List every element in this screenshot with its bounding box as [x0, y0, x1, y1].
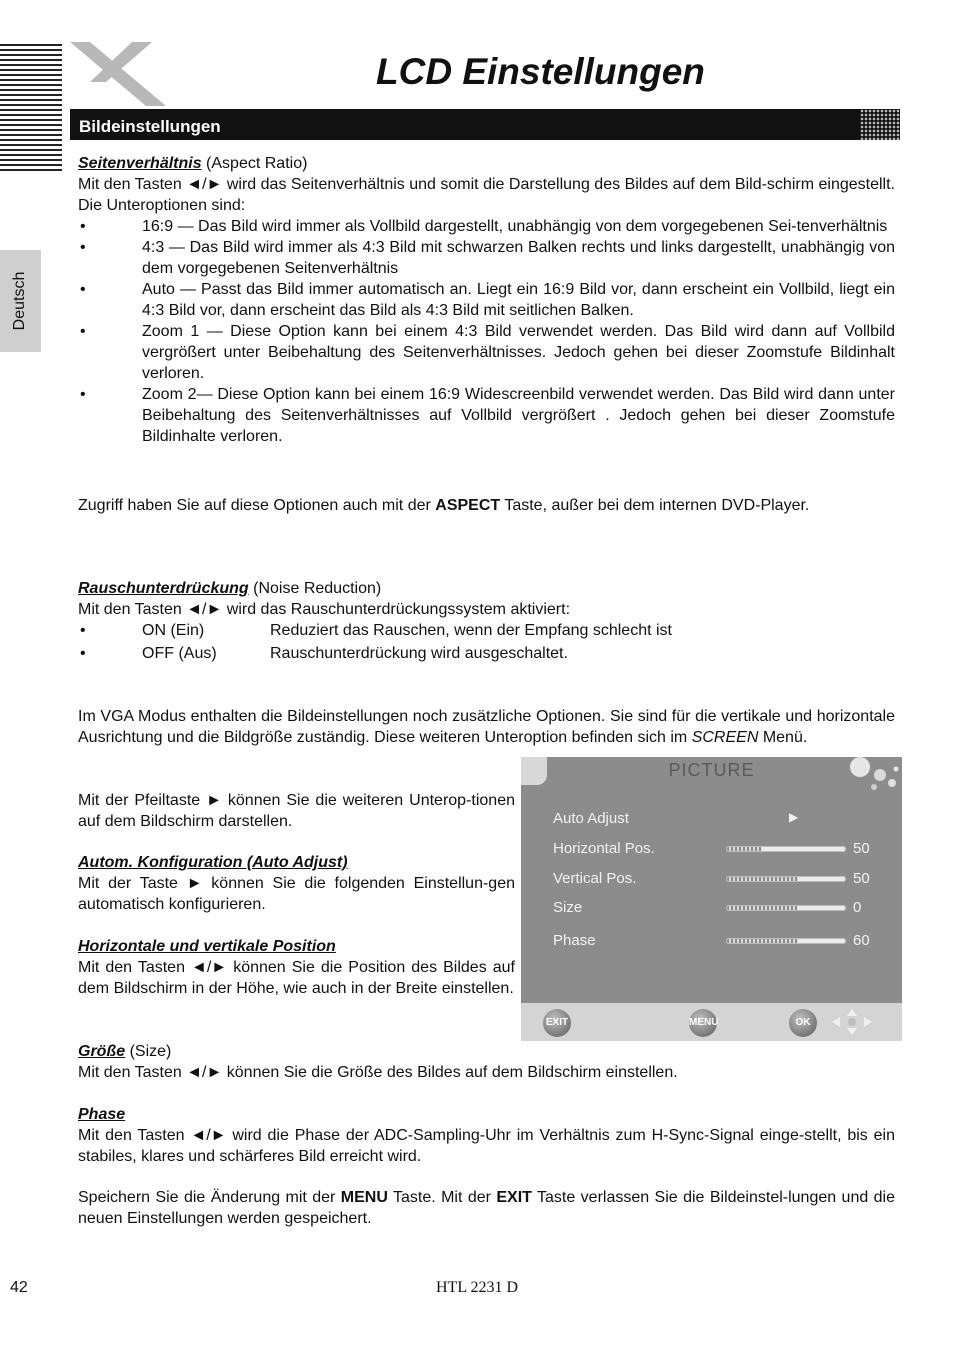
- osd-exit-button: EXIT: [543, 1009, 571, 1037]
- osd-title: PICTURE: [668, 760, 755, 780]
- size-heading: Größe: [78, 1043, 126, 1060]
- osd-row-phase: [553, 930, 873, 952]
- noise-intro: Mit den Tasten ◄/► wird das Rauschunterdrückungssystem aktiviert:: [78, 601, 571, 618]
- osd-menu-button: MENU: [689, 1009, 717, 1037]
- aspect-intro: Mit den Tasten ◄/► wird das Seitenverhältnis und somit die Darstellung des Bildes auf dem Bild-schirm eingestellt. Die Unteroptionen sind:: [78, 176, 895, 214]
- aspect-bullet: • 4:3 — Das Bild wird immer als 4:3 Bild mit schwarzen Balken rechts und links dargestellt, unabhängig von dem vorgegebenen Seitenverhältnis: [80, 239, 895, 277]
- page-number: 42: [10, 1279, 28, 1296]
- brand-x-logo: [66, 40, 170, 110]
- page-title: LCD Einstellungen: [376, 51, 705, 92]
- position-heading: Horizontale und vertikale Position: [78, 938, 336, 955]
- language-tab: [0, 250, 41, 352]
- noise-heading-line: [78, 578, 895, 599]
- osd-slider-fill: [727, 939, 798, 943]
- osd-slider-track: [726, 876, 846, 882]
- osd-button-bar: [521, 1003, 902, 1041]
- osd-slider-fill: [727, 847, 762, 851]
- aspect-bullet-text: Zoom 1 — Diese Option kann bei einem 4:3 Bild verwendet werden. Das Bild wird dann auf Vollbild vergrößert unter Beibehaltung des Seitenverhältnisses. Jedoch gehen bei dieser Zoomstufe Bildinhalt verloren.: [142, 323, 895, 382]
- noise-desc: Reduziert das Rauschen, wenn der Empfang schlecht ist: [270, 622, 672, 639]
- vga-intro: Im VGA Modus enthalten die Bildeinstellungen noch zusätzliche Optionen. Sie sind für die vertikale und horizontale Ausrichtung und die Bildgröße zuständig. Diese weiteren Unteroption befinden sich im SCREEN Menü.: [78, 708, 895, 746]
- vga-left-column: [78, 790, 515, 999]
- osd-row-vertical-pos: [553, 868, 873, 890]
- osd-nav-arrows-icon: [826, 1007, 878, 1037]
- osd-slider-track: [726, 846, 846, 852]
- osd-slider-fill: [727, 877, 798, 881]
- size-heading-suffix: (Size): [125, 1043, 172, 1060]
- vga-arrow-text: Mit der Pfeiltaste ► können Sie die weiteren Unterop-tionen auf dem Bildschirm darstellen.: [78, 792, 515, 830]
- osd-value: 0: [853, 899, 862, 916]
- osd-value: 50: [853, 870, 870, 887]
- save-text: Speichern Sie die Änderung mit der MENU Taste. Mit der EXIT Taste verlassen Sie die Bildeinstel-lungen und die neuen Einstellungen werden gespeichert.: [78, 1189, 895, 1227]
- aspect-bullet-text: 16:9 — Das Bild wird immer als Vollbild dargestellt, unabhängig von dem vorgegebenen Sei-tenverhältnis: [142, 218, 888, 235]
- aspect-bullet: • Auto — Passt das Bild immer automatisch an. Liegt ein 16:9 Bild vor, dann erscheint ein Vollbild, liegt ein 4:3 Bild vor, dann erscheint das Bild als 4:3 Bild mit seitlichen Balken.: [80, 281, 895, 319]
- noise-option: ON (Ein): [142, 622, 205, 639]
- aspect-heading-line: [78, 153, 895, 174]
- osd-row-auto-adjust: [553, 808, 873, 830]
- auto-adjust-text: Mit der Taste ► können Sie die folgenden Einstellun-gen automatisch konfigurieren.: [78, 875, 515, 913]
- noise-row-off: • OFF (Aus) Rauschunterdrückung wird ausgeschaltet.: [80, 645, 568, 662]
- aspect-bullet-text: Auto — Passt das Bild immer automatisch an. Liegt ein 16:9 Bild vor, dann erscheint ein Vollbild, liegt ein 4:3 Bild vor, dann erscheint das Bild als 4:3 Bild mit seitlichen Balken.: [142, 281, 895, 319]
- model-name: HTL 2231 D: [436, 1279, 519, 1296]
- noise-heading-suffix: (Noise Reduction): [248, 580, 382, 597]
- aspect-bullet-text: Zoom 2— Diese Option kann bei einem 16:9 Widescreenbild verwendet werden. Das Bild wird dann unter Beibehaltung des Seitenverhältnisses auf Vollbild vergrößert . Jedoch gehen bei dieser Zoomstufe Bildinhalte verloren.: [142, 386, 895, 445]
- size-heading-line: [78, 1041, 895, 1062]
- osd-label: Auto Adjust: [553, 810, 629, 827]
- osd-label: Vertical Pos.: [553, 870, 637, 887]
- section-title: Bildeinstellungen: [79, 117, 221, 136]
- size-section: [78, 1041, 895, 1083]
- header-stripes: [0, 44, 62, 174]
- osd-label: Horizontal Pos.: [553, 840, 655, 857]
- position-text: Mit den Tasten ◄/► können Sie die Position des Bildes auf dem Bildschirm in der Höhe, wie auch in der Breite einstellen.: [78, 959, 515, 997]
- auto-adjust-heading: Autom. Konfiguration (Auto Adjust): [78, 854, 348, 871]
- phase-heading: Phase: [78, 1106, 126, 1123]
- osd-label: Size: [553, 899, 583, 916]
- osd-slider-track: [726, 938, 846, 944]
- menu-key: MENU: [340, 1189, 388, 1206]
- aspect-heading-suffix: (Aspect Ratio): [201, 155, 308, 172]
- section-bar-dots: [860, 109, 900, 140]
- aspect-section: [78, 153, 895, 447]
- language-tab-label: Deutsch: [11, 271, 28, 331]
- osd-slider-fill: [727, 906, 798, 910]
- aspect-key: ASPECT: [435, 497, 501, 514]
- osd-ok-button: OK: [789, 1009, 817, 1037]
- arrow-right-icon: ▶: [789, 810, 799, 824]
- osd-row-horizontal-pos: [553, 838, 873, 860]
- exit-key: EXIT: [496, 1189, 532, 1206]
- aspect-access-text: Zugriff haben Sie auf diese Optionen auch mit der ASPECT Taste, außer bei dem internen DVD-Player.: [78, 497, 810, 514]
- noise-section: [78, 578, 895, 666]
- aspect-bullet-text: 4:3 — Das Bild wird immer als 4:3 Bild mit schwarzen Balken rechts und links dargestellt, unabhängig von dem vorgegebenen Seitenverhältnis: [142, 239, 895, 277]
- aspect-heading: Seitenverhältnis: [78, 155, 202, 172]
- osd-row-size: [553, 897, 873, 919]
- osd-label: Phase: [553, 932, 596, 949]
- osd-value: 50: [853, 840, 870, 857]
- noise-option: OFF (Aus): [142, 645, 217, 662]
- aspect-bullet: • 16:9 — Das Bild wird immer als Vollbild dargestellt, unabhängig von dem vorgegebenen Sei-tenverhältnis: [80, 218, 888, 235]
- phase-text: Mit den Tasten ◄/► wird die Phase der ADC-Sampling-Uhr im Verhältnis zum H-Sync-Signal einge-stellt, bis ein stabiles, klares und schärferes Bild erreicht wird.: [78, 1127, 895, 1165]
- noise-desc: Rauschunterdrückung wird ausgeschaltet.: [270, 645, 568, 662]
- size-text: Mit den Tasten ◄/► können Sie die Größe des Bildes auf dem Bildschirm einstellen.: [78, 1064, 678, 1081]
- noise-heading: Rauschunterdrückung: [78, 580, 249, 597]
- phase-section: [78, 1104, 895, 1167]
- section-bar: [70, 109, 900, 140]
- aspect-bullet: • Zoom 2— Diese Option kann bei einem 16:9 Widescreenbild verwendet werden. Das Bild wird dann unter Beibehaltung des Seitenverhältnisses auf Vollbild vergrößert . Jedoch gehen bei dieser Zoomstufe Bildinhalte verloren.: [80, 386, 895, 445]
- osd-slider-track: [726, 905, 846, 911]
- noise-row-on: • ON (Ein) Reduziert das Rauschen, wenn der Empfang schlecht ist: [80, 622, 672, 639]
- osd-value: 60: [853, 932, 870, 949]
- aspect-bullet: • Zoom 1 — Diese Option kann bei einem 4:3 Bild verwendet werden. Das Bild wird dann auf Vollbild vergrößert unter Beibehaltung des Seitenverhältnisses. Jedoch gehen bei dieser Zoomstufe Bildinhalt verloren.: [80, 323, 895, 382]
- osd-picture-menu: [521, 757, 902, 1041]
